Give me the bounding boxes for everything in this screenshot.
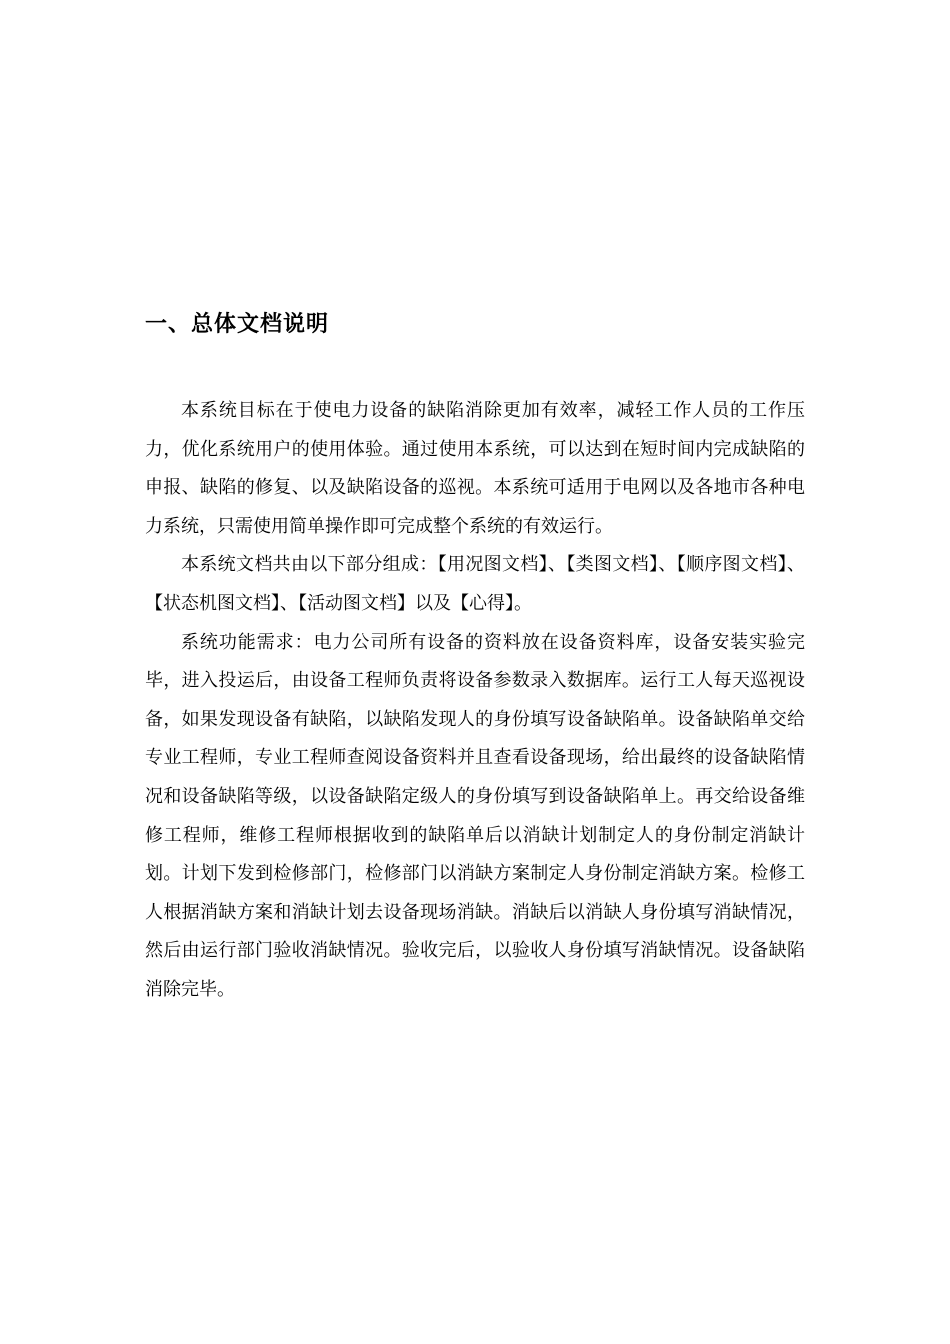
requirements-text: 电力公司所有设备的资料放在设备资料库，设备安装实验完毕，进入投运后，由设备工程师负责将设备参数录入数据库。运行工人每天巡视设备，如果发现设备有缺陷，以缺陷发现人的身份填写设备缺陷单。设备缺陷单交给专业工程师，专业工程师查阅设备资料并且查看设备现场，给出最终的设备缺陷情况和设备缺陷等级，以设备缺陷定级人的身份填写到设备缺陷单上。再交给设备维修工程师，维修工程师根据收到的缺陷单后以消缺计划制定人的身份制定消缺计划。计划下发到检修部门，检修部门以消缺方案制定人身份制定消缺方案。检修工人根据消缺方案和消缺计划去设备现场消缺。消缺后以消缺人身份填写消缺情况，然后由运行部门验收消缺情况。验收完后，以验收人身份填写消缺情况。设备缺陷消除完毕。 bbox=[145, 631, 805, 1000]
intro-paragraph: 本系统目标在于使电力设备的缺陷消除更加有效率，减轻工作人员的工作压力，优化系统用户的使用体验。通过使用本系统，可以达到在短时间内完成缺陷的申报、缺陷的修复、以及缺陷设备的巡视。本系统可适用于电网以及各地市各种电力系统，只需使用简单操作即可完成整个系统的有效运行。 bbox=[145, 400, 805, 537]
requirements-label: 系统功能需求： bbox=[181, 631, 314, 653]
document-page bbox=[145, 300, 805, 1010]
requirements-paragraph bbox=[145, 624, 805, 1010]
section-heading: 一、总体文档说明 bbox=[145, 312, 330, 337]
components-paragraph: 本系统文档共由以下部分组成：【用况图文档】、【类图文档】、【顺序图文档】、【状态机图文档】、【活动图文档】以及【心得】。 bbox=[145, 554, 805, 614]
